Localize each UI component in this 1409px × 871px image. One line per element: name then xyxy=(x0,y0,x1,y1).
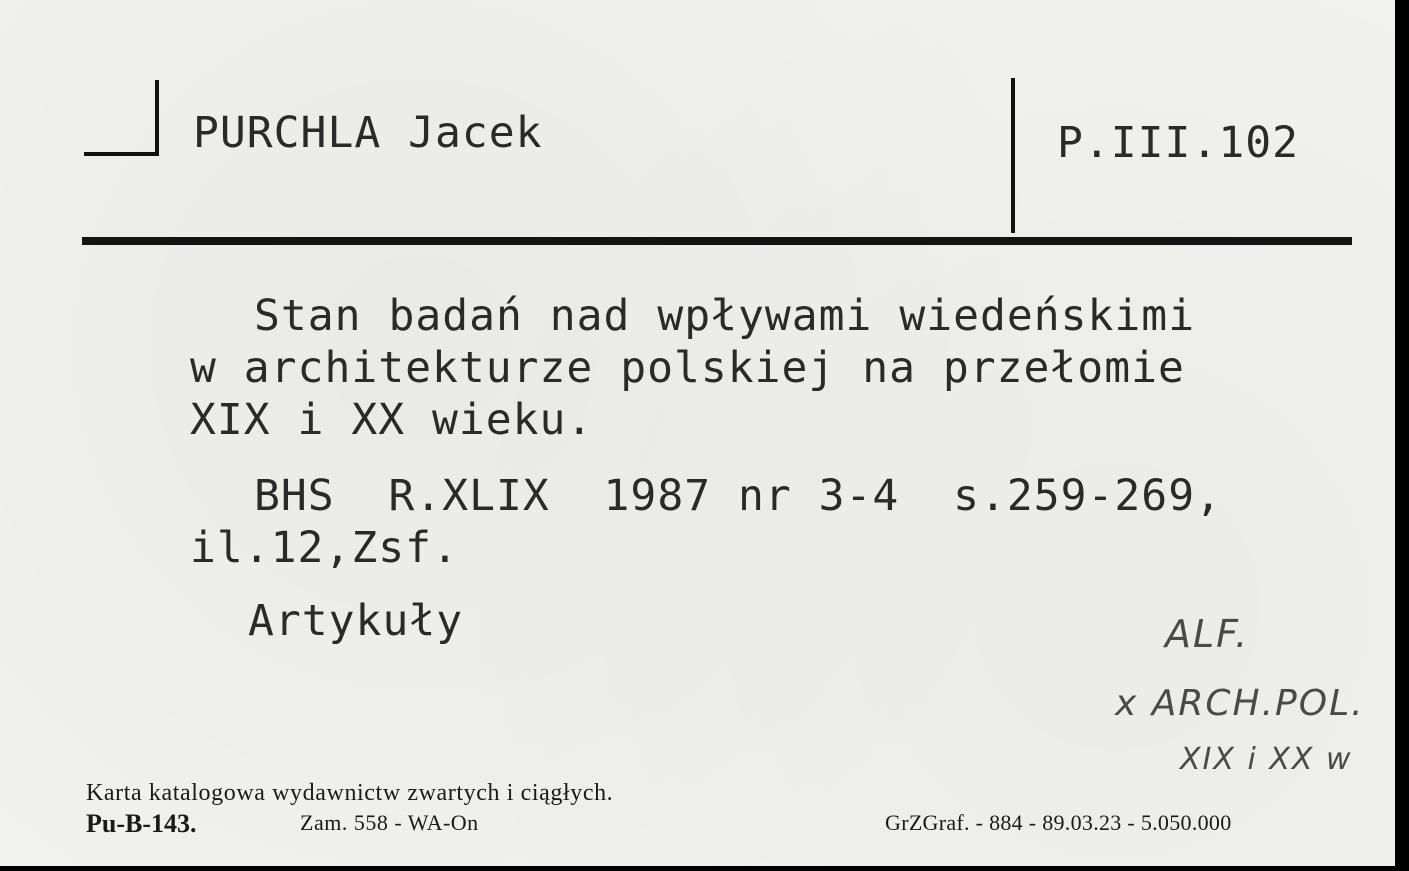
title-line: XIX i XX wieku. xyxy=(190,395,594,445)
title-line: w architekturze polskiej na przełomie xyxy=(190,343,1185,393)
form-code: Pu-B-143. xyxy=(86,809,197,838)
handwritten-note: x ARCH.POL. xyxy=(1115,683,1365,724)
handwritten-note: XIX i XX w xyxy=(1180,742,1353,777)
title-line: Stan badań nad wpływami wiedeńskimi xyxy=(254,291,1196,341)
source-line: il.12,Zsf. xyxy=(190,523,459,573)
order-number: Zam. 558 - WA-On xyxy=(300,810,479,835)
handwritten-note: ALF. xyxy=(1165,612,1250,656)
form-name: Karta katalogowa wydawnictw zwartych i ciągłych. xyxy=(86,780,614,806)
shelfmark: P.III.102 xyxy=(1057,118,1299,168)
source-line: BHS R.XLIX 1987 nr 3-4 s.259-269, xyxy=(254,471,1222,521)
filing-mark-horizontal xyxy=(84,152,159,156)
filing-mark-vertical xyxy=(155,80,159,156)
category-label: Artykuły xyxy=(248,596,464,646)
printer-imprint: GrZGraf. - 884 - 89.03.23 - 5.050.000 xyxy=(885,810,1232,835)
header-separator xyxy=(1011,78,1015,233)
author-heading: PURCHLA Jacek xyxy=(193,108,543,158)
heading-rule xyxy=(82,237,1352,245)
